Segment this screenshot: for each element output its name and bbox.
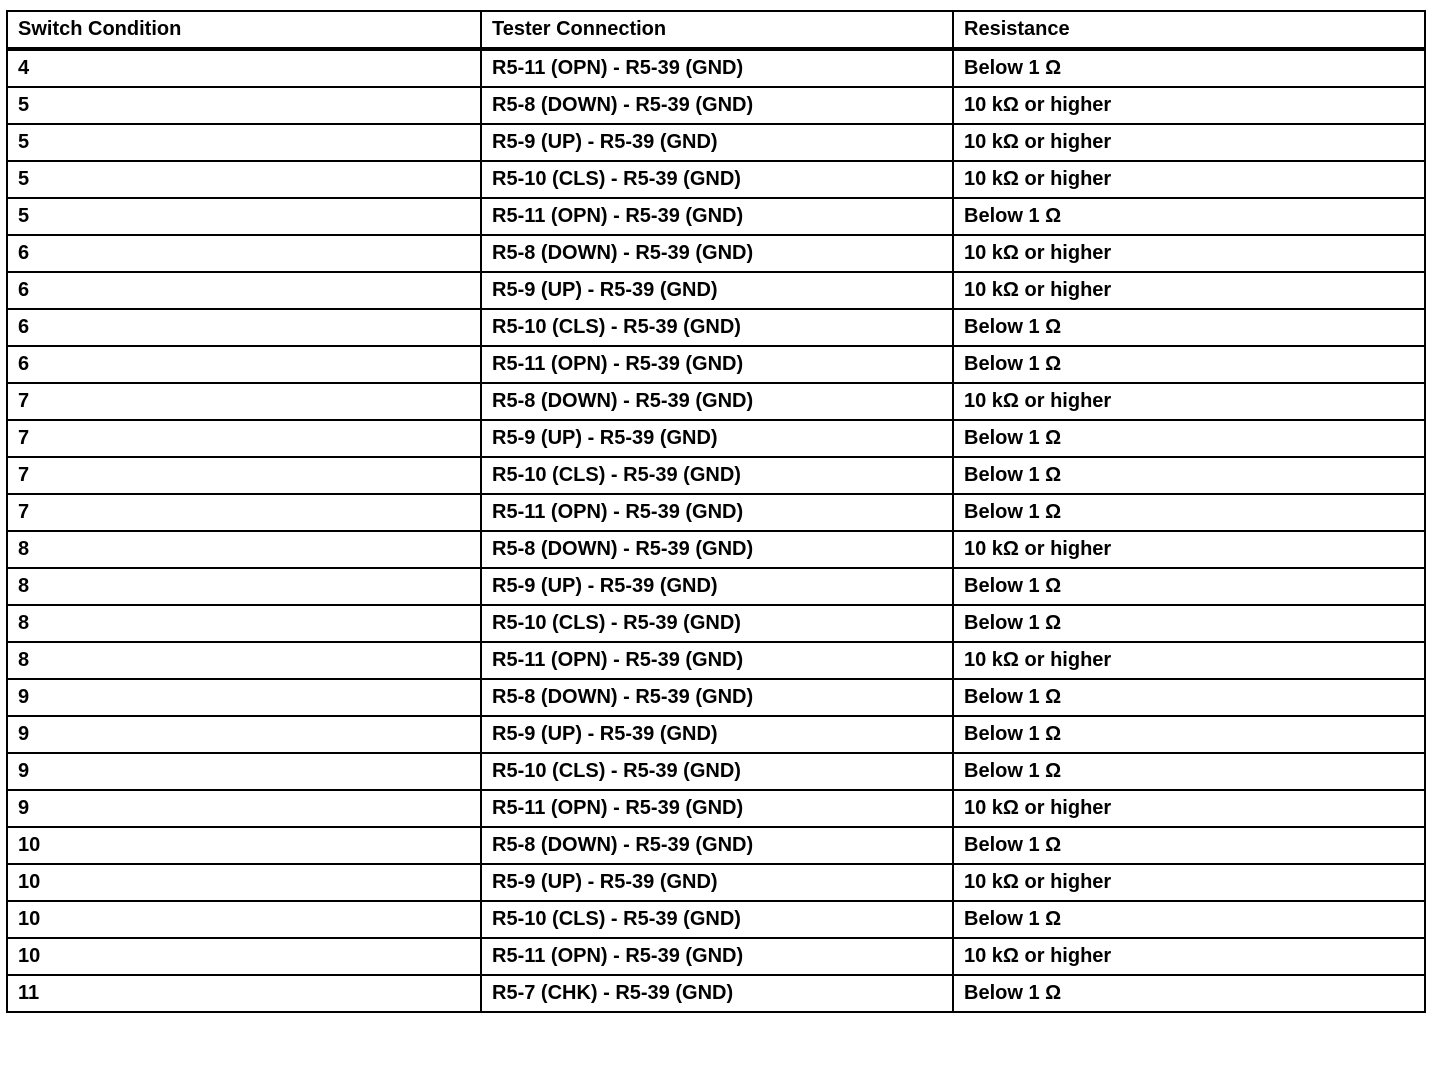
table-row [7, 272, 1425, 309]
cell-tester-connection: R5-11 (OPN) - R5-39 (GND) [481, 494, 953, 531]
table-row [7, 901, 1425, 938]
cell-switch-condition: 7 [7, 494, 481, 531]
cell-tester-connection: R5-10 (CLS) - R5-39 (GND) [481, 457, 953, 494]
cell-resistance: 10 kΩ or higher [953, 161, 1425, 198]
cell-resistance: 10 kΩ or higher [953, 235, 1425, 272]
cell-resistance: Below 1 Ω [953, 198, 1425, 235]
cell-tester-connection: R5-11 (OPN) - R5-39 (GND) [481, 346, 953, 383]
cell-switch-condition: 9 [7, 790, 481, 827]
cell-resistance: Below 1 Ω [953, 420, 1425, 457]
cell-switch-condition: 7 [7, 383, 481, 420]
table-header [7, 11, 1425, 49]
cell-tester-connection: R5-8 (DOWN) - R5-39 (GND) [481, 383, 953, 420]
cell-resistance: Below 1 Ω [953, 753, 1425, 790]
cell-switch-condition: 5 [7, 87, 481, 124]
cell-resistance: Below 1 Ω [953, 457, 1425, 494]
table-row [7, 87, 1425, 124]
cell-resistance: Below 1 Ω [953, 346, 1425, 383]
cell-switch-condition: 5 [7, 198, 481, 235]
cell-tester-connection: R5-10 (CLS) - R5-39 (GND) [481, 309, 953, 346]
cell-switch-condition: 9 [7, 679, 481, 716]
table-row [7, 716, 1425, 753]
cell-tester-connection: R5-11 (OPN) - R5-39 (GND) [481, 790, 953, 827]
cell-tester-connection: R5-10 (CLS) - R5-39 (GND) [481, 753, 953, 790]
cell-switch-condition: 8 [7, 531, 481, 568]
cell-switch-condition: 8 [7, 642, 481, 679]
cell-resistance: Below 1 Ω [953, 679, 1425, 716]
cell-tester-connection: R5-8 (DOWN) - R5-39 (GND) [481, 531, 953, 568]
cell-switch-condition: 4 [7, 49, 481, 87]
cell-tester-connection: R5-9 (UP) - R5-39 (GND) [481, 124, 953, 161]
cell-switch-condition: 11 [7, 975, 481, 1012]
cell-switch-condition: 9 [7, 753, 481, 790]
cell-switch-condition: 8 [7, 568, 481, 605]
cell-switch-condition: 5 [7, 161, 481, 198]
header-row [7, 11, 1425, 49]
cell-resistance: 10 kΩ or higher [953, 383, 1425, 420]
cell-switch-condition: 6 [7, 346, 481, 383]
cell-tester-connection: R5-8 (DOWN) - R5-39 (GND) [481, 679, 953, 716]
cell-switch-condition: 7 [7, 420, 481, 457]
cell-resistance: 10 kΩ or higher [953, 87, 1425, 124]
table-row [7, 198, 1425, 235]
cell-tester-connection: R5-10 (CLS) - R5-39 (GND) [481, 605, 953, 642]
cell-switch-condition: 8 [7, 605, 481, 642]
header-resistance: Resistance [953, 11, 1425, 49]
table-row [7, 605, 1425, 642]
cell-resistance: Below 1 Ω [953, 309, 1425, 346]
cell-resistance: Below 1 Ω [953, 901, 1425, 938]
cell-resistance: 10 kΩ or higher [953, 531, 1425, 568]
cell-tester-connection: R5-8 (DOWN) - R5-39 (GND) [481, 235, 953, 272]
table-row [7, 457, 1425, 494]
table-row [7, 827, 1425, 864]
table-row [7, 753, 1425, 790]
table-row [7, 642, 1425, 679]
cell-resistance: Below 1 Ω [953, 827, 1425, 864]
table-row [7, 568, 1425, 605]
table-row [7, 975, 1425, 1012]
cell-resistance: 10 kΩ or higher [953, 272, 1425, 309]
cell-tester-connection: R5-9 (UP) - R5-39 (GND) [481, 568, 953, 605]
cell-resistance: Below 1 Ω [953, 716, 1425, 753]
cell-switch-condition: 9 [7, 716, 481, 753]
table-row [7, 938, 1425, 975]
cell-tester-connection: R5-8 (DOWN) - R5-39 (GND) [481, 827, 953, 864]
cell-resistance: Below 1 Ω [953, 568, 1425, 605]
cell-switch-condition: 10 [7, 864, 481, 901]
cell-resistance: 10 kΩ or higher [953, 864, 1425, 901]
table-row [7, 124, 1425, 161]
table-row [7, 679, 1425, 716]
table-row [7, 161, 1425, 198]
cell-switch-condition: 10 [7, 938, 481, 975]
cell-tester-connection: R5-9 (UP) - R5-39 (GND) [481, 420, 953, 457]
table-row [7, 49, 1425, 87]
cell-resistance: 10 kΩ or higher [953, 790, 1425, 827]
cell-tester-connection: R5-7 (CHK) - R5-39 (GND) [481, 975, 953, 1012]
table-body [7, 49, 1425, 1012]
cell-resistance: 10 kΩ or higher [953, 938, 1425, 975]
cell-resistance: Below 1 Ω [953, 494, 1425, 531]
cell-resistance: Below 1 Ω [953, 975, 1425, 1012]
cell-switch-condition: 6 [7, 272, 481, 309]
cell-switch-condition: 10 [7, 901, 481, 938]
cell-tester-connection: R5-9 (UP) - R5-39 (GND) [481, 272, 953, 309]
table-row [7, 309, 1425, 346]
table-row [7, 420, 1425, 457]
cell-tester-connection: R5-9 (UP) - R5-39 (GND) [481, 716, 953, 753]
table-row [7, 383, 1425, 420]
cell-switch-condition: 5 [7, 124, 481, 161]
cell-tester-connection: R5-11 (OPN) - R5-39 (GND) [481, 49, 953, 87]
header-tester-connection: Tester Connection [481, 11, 953, 49]
table-row [7, 346, 1425, 383]
cell-switch-condition: 6 [7, 235, 481, 272]
cell-tester-connection: R5-11 (OPN) - R5-39 (GND) [481, 642, 953, 679]
cell-resistance: 10 kΩ or higher [953, 642, 1425, 679]
header-switch-condition: Switch Condition [7, 11, 481, 49]
cell-tester-connection: R5-11 (OPN) - R5-39 (GND) [481, 938, 953, 975]
cell-tester-connection: R5-8 (DOWN) - R5-39 (GND) [481, 87, 953, 124]
cell-tester-connection: R5-11 (OPN) - R5-39 (GND) [481, 198, 953, 235]
table-row [7, 494, 1425, 531]
table-row [7, 864, 1425, 901]
table-row [7, 790, 1425, 827]
table-row [7, 531, 1425, 568]
resistance-spec-table [6, 10, 1426, 1013]
cell-switch-condition: 10 [7, 827, 481, 864]
cell-switch-condition: 7 [7, 457, 481, 494]
table-row [7, 235, 1425, 272]
cell-resistance: 10 kΩ or higher [953, 124, 1425, 161]
cell-resistance: Below 1 Ω [953, 49, 1425, 87]
cell-tester-connection: R5-10 (CLS) - R5-39 (GND) [481, 901, 953, 938]
cell-tester-connection: R5-9 (UP) - R5-39 (GND) [481, 864, 953, 901]
cell-resistance: Below 1 Ω [953, 605, 1425, 642]
cell-switch-condition: 6 [7, 309, 481, 346]
cell-tester-connection: R5-10 (CLS) - R5-39 (GND) [481, 161, 953, 198]
